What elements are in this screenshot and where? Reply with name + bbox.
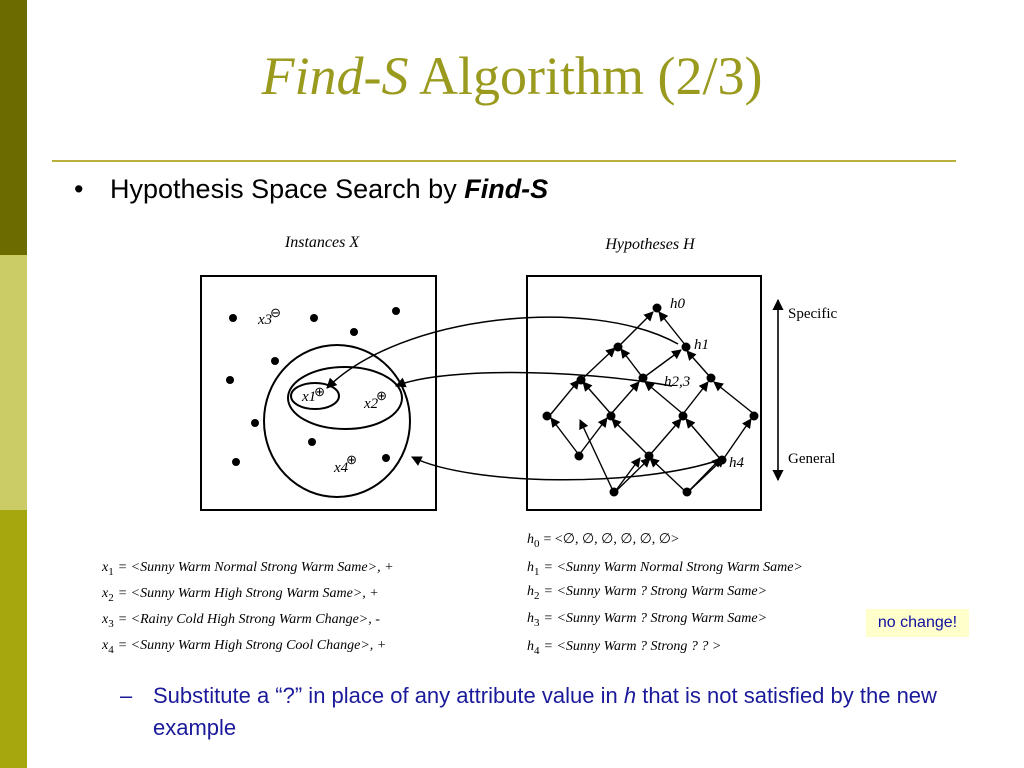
lattice-edge [650, 458, 687, 493]
arrow-h23-to-x2 [396, 373, 672, 387]
h4-label: h4 [729, 455, 744, 471]
instances-heading: Instances X [284, 234, 360, 251]
hypothesis-row-2: $h_2$ = <Sunny Warm ? Strong Warm Same> [527, 584, 768, 602]
instance-point [271, 357, 279, 365]
instance-row-4: $x_4$ = <Sunny Warm High Strong Cool Change>, + [102, 638, 387, 656]
instance-row-3: $x_3$ = <Rainy Cold High Strong Warm Change>, - [102, 612, 380, 630]
bullet-text: Hypothesis Space Search by [110, 174, 465, 204]
hypothesis-table [527, 532, 803, 657]
instance-point [392, 307, 400, 315]
h23-label: h2,3 [664, 374, 691, 390]
x4-label: x4⊕ [334, 452, 358, 476]
lattice-node [614, 343, 623, 352]
hypotheses-heading: Hypotheses H [605, 236, 695, 253]
lattice-edge [612, 419, 649, 456]
instance-points [226, 307, 400, 466]
lattice-edge [687, 351, 711, 378]
sub-bullet-text-b: that is not satisfied by the new example [153, 683, 937, 740]
title-divider [52, 160, 956, 162]
node-h0 [653, 304, 662, 313]
sub-bullet-text-a: Substitute a “?” in place of any attribute value in [153, 683, 624, 708]
left-bar-light-segment [0, 255, 27, 510]
sub-bullet-h: h [623, 683, 637, 708]
instance-point [229, 314, 237, 322]
hypothesis-row-3: $h_3$ = <Sunny Warm ? Strong Warm Same> [527, 611, 768, 629]
lattice-node [610, 488, 619, 497]
instance-row-1: $x_1$ = <Sunny Warm Normal Strong Warm Same>, + [102, 560, 394, 578]
lattice-edge [611, 382, 639, 414]
lattice-edge [619, 312, 653, 346]
arrow-h1-to-x1 [327, 317, 678, 388]
find-s-diagram [90, 210, 910, 680]
hypothesis-row-0: $h_0$ = <∅, ∅, ∅, ∅, ∅, ∅> [527, 532, 679, 550]
lattice-edge [551, 418, 579, 455]
no-change-note: no change! [866, 609, 969, 637]
hypothesis-lattice-edges [551, 312, 754, 493]
slide-title [0, 45, 1024, 107]
left-bar-mid-segment [0, 510, 27, 768]
sub-bullet-text [153, 680, 940, 744]
lattice-node [607, 412, 616, 421]
instance-point [251, 419, 259, 427]
general-label: General [788, 451, 836, 467]
h1-label: h1 [694, 337, 709, 353]
lattice-edge [551, 380, 579, 414]
bullet-emphasis: Find-S [464, 174, 549, 204]
lattice-node [750, 412, 759, 421]
lattice-node [645, 452, 654, 461]
slide-title-rest: Algorithm (2/3) [408, 46, 763, 106]
lattice-edge [686, 419, 722, 461]
instance-point [226, 376, 234, 384]
lattice-node [577, 376, 586, 385]
lattice-edge [687, 458, 721, 493]
slide-title-italic: Find-S [261, 46, 409, 106]
instance-labels [257, 305, 387, 476]
lattice-edge [714, 382, 754, 414]
lattice-edge [621, 349, 643, 378]
instance-point [350, 328, 358, 336]
lattice-node [683, 488, 692, 497]
lattice-edge [649, 419, 681, 456]
main-bullet [74, 174, 548, 205]
lattice-node [575, 452, 584, 461]
sub-bullet-dash: – [120, 683, 133, 708]
x1-label: x1⊕ [302, 384, 326, 405]
instance-point [232, 458, 240, 466]
arrow-h4-to-x4 [412, 457, 722, 480]
x2-label: x2⊕ [364, 388, 388, 412]
left-bar-dark-segment [0, 0, 27, 255]
lattice-node [679, 412, 688, 421]
x3-label: x3⊖ [258, 305, 282, 328]
instance-table [101, 560, 394, 656]
lattice-edge [583, 382, 611, 414]
instance-point [382, 454, 390, 462]
instance-point [310, 314, 318, 322]
instance-row-2: $x_2$ = <Sunny Warm High Strong Warm Same>, + [102, 586, 379, 604]
bullet-dot: • [74, 174, 84, 204]
hypothesis-row-1: $h_1$ = <Sunny Warm Normal Strong Warm Same> [527, 560, 803, 578]
left-accent-bar [0, 0, 27, 768]
sub-bullet [120, 680, 940, 744]
hypothesis-row-4: $h_4$ = <Sunny Warm ? Strong ? ? > [527, 639, 722, 657]
node-h1 [682, 343, 691, 352]
specific-label: Specific [788, 306, 838, 322]
lattice-node [543, 412, 552, 421]
instance-point [308, 438, 316, 446]
node-h23 [707, 374, 716, 383]
h0-label: h0 [670, 296, 685, 312]
